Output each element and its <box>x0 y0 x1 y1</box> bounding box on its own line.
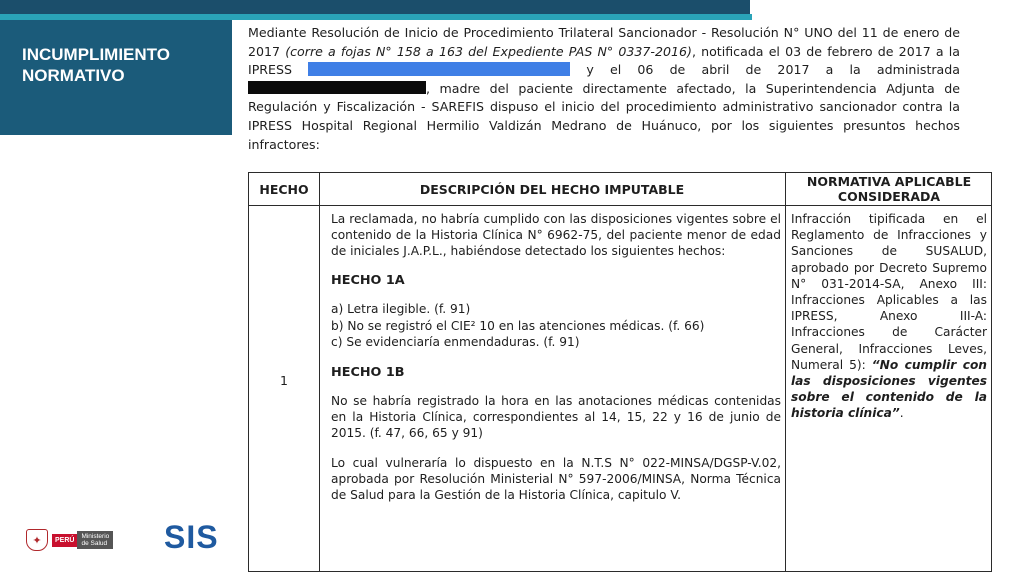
intro-text-1: Mediante Resolución de Inicio de Procedimiento Trilateral Sancionador - Resolución N° UNO del 11 de enero de 2017 <box>248 25 960 59</box>
top-stripe-dark <box>0 0 750 14</box>
intro-paragraph <box>248 24 960 154</box>
hecho-1b-text: No se habría registrado la hora en las anotaciones médicas contenidas en la Historia Clínica, correspondientes al 14, 15, 22 y 16 de junio de 2015. (f. 47, 66, 65 y 91) <box>331 393 781 440</box>
ministerio-line1: Ministerio <box>81 533 110 540</box>
intro-text-3: y el 06 de abril de 2017 a la administrada <box>570 62 960 78</box>
infractions-table <box>248 172 992 572</box>
header-hecho: HECHO <box>259 181 309 197</box>
hecho-1a-title: HECHO 1A <box>331 273 405 288</box>
description-intro: La reclamada, no habría cumplido con las disposiciones vigentes sobre el contenido de la Historia Clínica N° 6962-75, del paciente menor de edad de iniciales J.A.P.L., habiéndose detectado los siguientes hechos: <box>331 212 781 258</box>
normativa-text: Infracción tipificada en el Reglamento de Infracciones y Sanciones de SUSALUD, aprobado por Decreto Supremo N° 031-2014-SA, Anexo III: Infracciones Aplicables a las IPRESS, Anexo III-A: Infracciones de Carácter General, Infracciones Leves, Numeral 5): <box>791 212 987 372</box>
ministerio-label <box>77 531 113 549</box>
header-normativa-line1: NORMATIVA APLICABLE <box>806 174 972 189</box>
list-item: b) No se registró el CIE² 10 en las atenciones médicas. (f. 66) <box>331 318 705 333</box>
list-item: a) Letra ilegible. (f. 91) <box>331 302 471 316</box>
slide-title-line1: INCUMPLIMIENTO <box>22 45 170 64</box>
hecho-description <box>331 211 781 503</box>
normativa-end: . <box>899 406 904 421</box>
hecho-1b-title: HECHO 1B <box>331 364 405 380</box>
intro-text-italic: (corre a fojas N° 158 a 163 del Expediente PAS N° 0337-2016) <box>285 43 692 59</box>
scanned-document <box>240 20 1024 576</box>
slide-title-line2: NORMATIVO <box>22 66 125 85</box>
table-header-divider <box>249 205 991 206</box>
normativa-cell <box>791 211 987 422</box>
header-normativa-line2: CONSIDERADA <box>837 189 941 204</box>
hecho-1a-list <box>331 301 781 351</box>
header-descripcion: DESCRIPCIÓN DEL HECHO IMPUTABLE <box>419 181 685 197</box>
table-divider-2 <box>785 173 786 571</box>
hecho-number: 1 <box>280 373 288 388</box>
list-item: c) Se evidenciaría enmendaduras. (f. 91) <box>331 335 580 349</box>
coat-of-arms-icon: ✦ <box>26 529 48 551</box>
ministerio-salud-logo <box>26 528 144 552</box>
intro-text-4: , madre del paciente directamente afectado, la Superintendencia Adjunta de Regulación y Fiscalización - SAREFIS dispuso el inicio del procedimiento administrativo sancionador contra la IPRESS Hospital Regional Hermilio Valdizán Medrano de Huánuco, por los siguientes presuntos hechos infractores: <box>248 80 960 152</box>
header-normativa <box>785 173 993 205</box>
redaction-black <box>248 81 426 94</box>
intro-text-2: , notificada el 03 de febrero de 2017 a la IPRESS <box>248 43 960 78</box>
sis-logo: SIS <box>164 519 219 555</box>
table-divider-1 <box>319 173 320 571</box>
ministerio-line2: de Salud <box>81 540 108 547</box>
normativa-quote: “No cumplir con las disposiciones vigentes sobre el contenido de la historia clínica” <box>791 357 987 421</box>
peru-label: PERÚ <box>52 534 77 547</box>
description-conclusion: Lo cual vulneraría lo dispuesto en la N.T.S N° 022-MINSA/DGSP-V.02, aprobada por Resolución Ministerial N° 597-2006/MINSA, Norma Técnica de Salud para la Gestión de la Historia Clínica, capitulo V. <box>331 455 781 502</box>
redaction-blue <box>308 62 570 76</box>
slide-title <box>22 44 222 86</box>
